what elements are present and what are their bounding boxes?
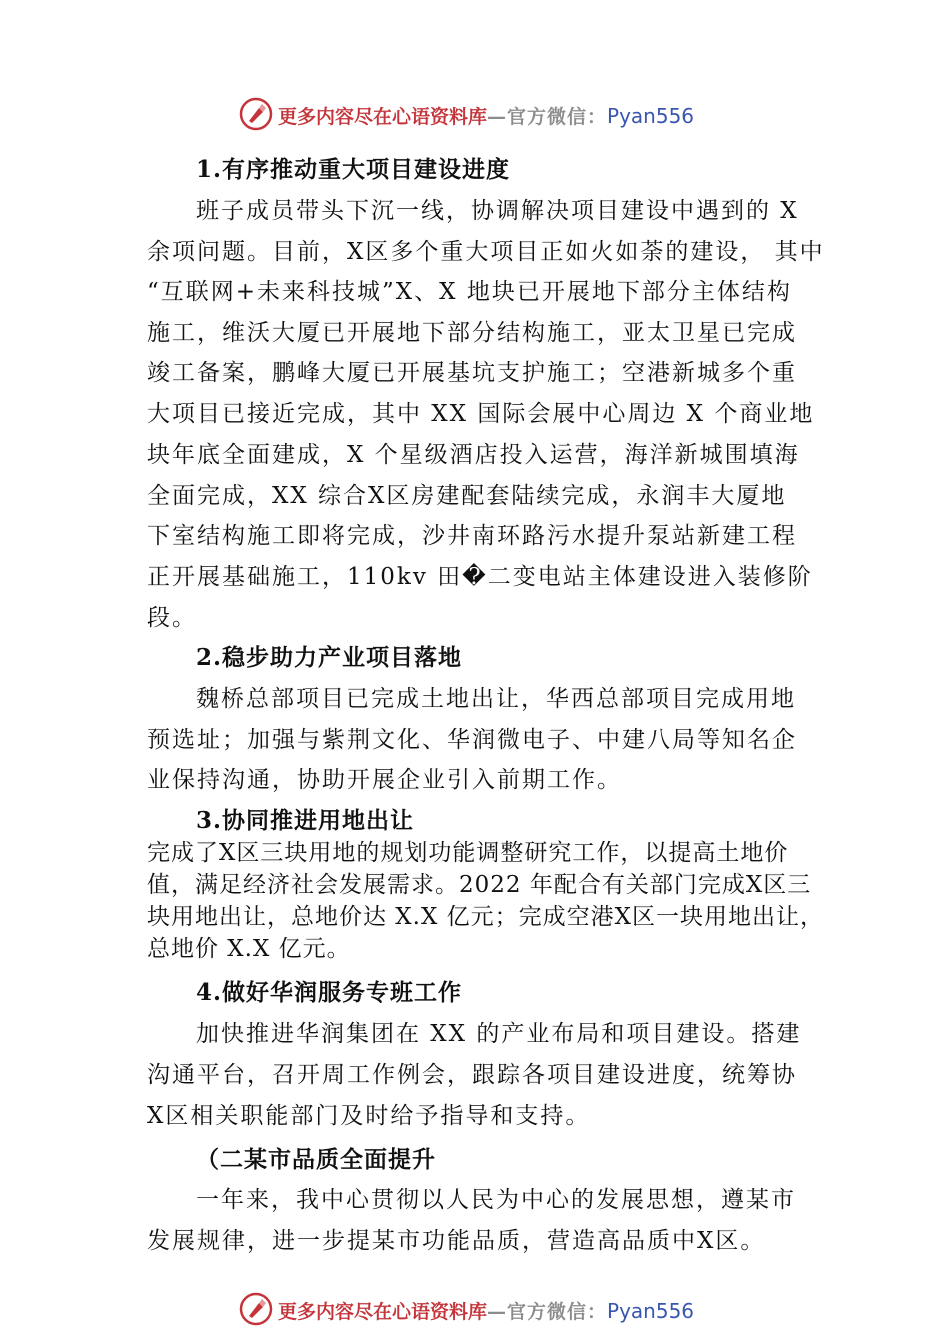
paragraph-line: 值，满足经济社会发展需求。2022 年配合有关部门完成X区三 <box>147 872 812 898</box>
paragraph-line: 预选址；加强与紫荆文化、华润微电子、中建八局等知名企 <box>147 727 797 753</box>
paragraph-line: 施工，维沃大厦已开展地下部分结构施工，亚太卫星已完成 <box>147 320 797 346</box>
paragraph-line: 发展规律，进一步提某市功能品质，营造高品质中X区。 <box>147 1228 766 1254</box>
banner-wechat-label: —官方微信： <box>487 1301 608 1323</box>
paragraph-line: 总地价 X.X 亿元。 <box>147 936 351 962</box>
banner-library-name: 更多内容尽在心语资料库 <box>278 106 488 128</box>
heading-section-2: 2.稳步助力产业项目落地 <box>196 644 463 671</box>
pen-nib-logo-icon <box>238 1291 274 1327</box>
banner-text <box>278 102 694 129</box>
paragraph-line: 大项目已接近完成，其中 XX 国际会展中心周边 X 个商业地 <box>147 401 815 427</box>
watermark-banner-bottom <box>0 1291 950 1331</box>
paragraph-line: 班子成员带头下沉一线，协调解决项目建设中遇到的 X <box>196 198 799 224</box>
paragraph-line: X区相关职能部门及时给予指导和支持。 <box>147 1103 591 1129</box>
paragraph-line: 正开展基础施工，110kv 田�二变电站主体建设进入装修阶 <box>147 564 813 590</box>
banner-wechat-id: Pyan556 <box>607 104 695 128</box>
heading-section-4: 4.做好华润服务专班工作 <box>196 979 463 1006</box>
paragraph-line: 沟通平台，召开周工作例会，跟踪各项目建设进度，统筹协 <box>147 1062 797 1088</box>
pen-nib-logo-icon <box>238 96 274 132</box>
paragraph-line: “互联网+未来科技城”X、X 地块已开展地下部分主体结构 <box>147 279 792 305</box>
paragraph-line: 魏桥总部项目已完成土地出让，华西总部项目完成用地 <box>196 686 796 712</box>
paragraph-line: 余项问题。目前，X区多个重大项目正如火如荼的建设， 其中 <box>147 239 825 265</box>
paragraph-line: 竣工备案，鹏峰大厦已开展基坑支护施工；空港新城多个重 <box>147 360 797 386</box>
paragraph-line: 业保持沟通，协助开展企业引入前期工作。 <box>147 767 622 793</box>
heading-section-1: 1.有序推动重大项目建设进度 <box>196 156 511 183</box>
paragraph-line: 块年底全面建成，X 个星级酒店投入运营，海洋新城围填海 <box>147 442 800 468</box>
banner-wechat-label: —官方微信： <box>487 106 608 128</box>
heading-section-5: （二某市品质全面提升 <box>196 1146 436 1173</box>
paragraph-line: 完成了X区三块用地的规划功能调整研究工作，以提高土地价 <box>147 840 789 866</box>
paragraph-line: 加快推进华润集团在 XX 的产业布局和项目建设。搭建 <box>196 1021 802 1047</box>
paragraph-line: 下室结构施工即将完成，沙井南环路污水提升泵站新建工程 <box>147 523 797 549</box>
paragraph-line: 段。 <box>147 605 197 631</box>
banner-text <box>278 1297 694 1324</box>
banner-wechat-id: Pyan556 <box>607 1299 695 1323</box>
paragraph-line: 块用地出让，总地价达 X.X 亿元；完成空港X区一块用地出让， <box>147 904 825 930</box>
heading-section-3: 3.协同推进用地出让 <box>196 807 415 834</box>
watermark-banner-top <box>0 96 950 136</box>
banner-library-name: 更多内容尽在心语资料库 <box>278 1301 488 1323</box>
paragraph-line: 一年来，我中心贯彻以人民为中心的发展思想，遵某市 <box>196 1187 796 1213</box>
paragraph-line: 全面完成，XX 综合X区房建配套陆续完成，永润丰大厦地 <box>147 483 787 509</box>
